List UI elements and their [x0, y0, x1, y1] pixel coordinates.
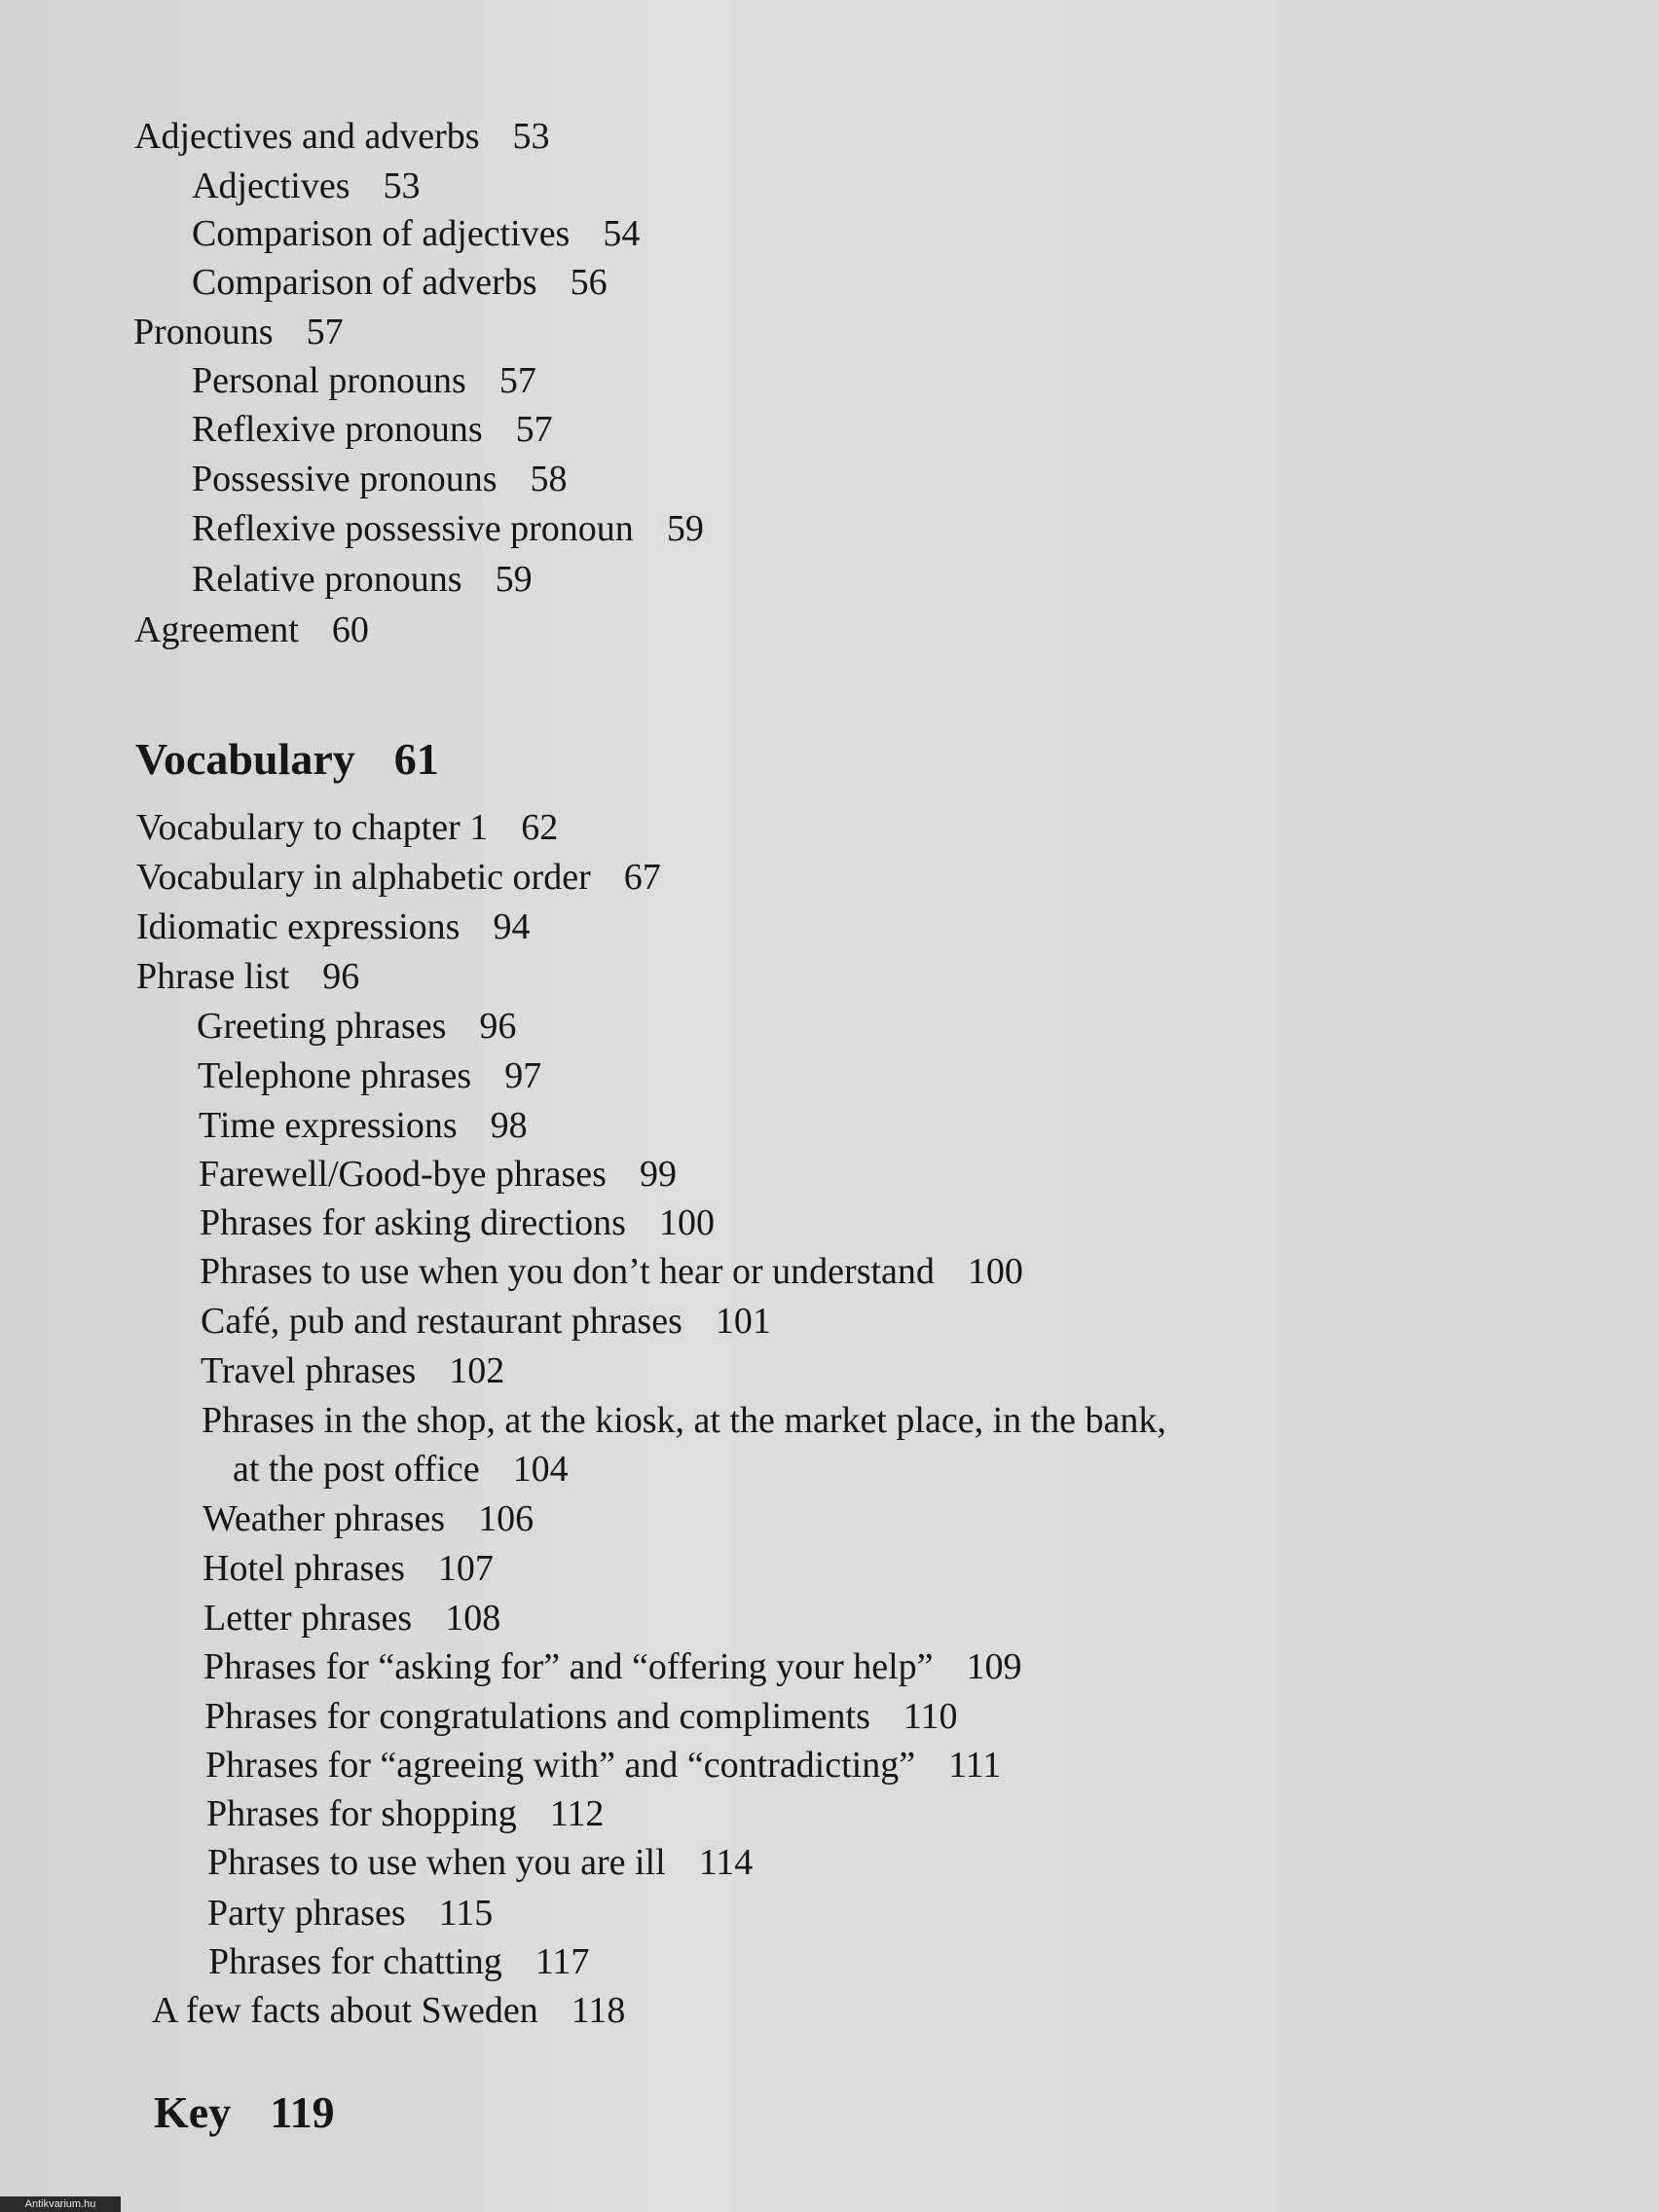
toc-entry-title: Phrases to use when you don’t hear or understand	[200, 1251, 935, 1292]
toc-entry-page: 57	[498, 360, 536, 401]
toc-entry-page: 57	[306, 312, 344, 352]
toc-subentry	[192, 407, 553, 452]
toc-subentry	[203, 1546, 494, 1591]
toc-entry-title: Phrase list	[136, 956, 290, 997]
toc-entry-title: Phrases for asking directions	[200, 1202, 626, 1243]
toc-entry-title: Personal pronouns	[192, 360, 466, 401]
section-heading-page: 61	[393, 734, 439, 784]
toc-entry-page: 96	[322, 956, 360, 997]
toc-entry-page: 59	[495, 559, 533, 600]
toc-entry-title: Agreement	[134, 609, 299, 650]
toc-subentry	[200, 1200, 715, 1245]
section-heading-key	[154, 2085, 335, 2140]
toc-subentry	[207, 1891, 493, 1936]
toc-entry-title: Adjectives and adverbs	[134, 116, 480, 157]
toc-entry-title: Phrases for “asking for” and “offering your help”	[203, 1646, 934, 1687]
toc-subentry	[192, 211, 640, 256]
toc-entry-title: Time expressions	[199, 1105, 458, 1146]
toc-entry-page: 102	[449, 1350, 505, 1391]
toc-entry-page: 53	[512, 116, 550, 157]
toc-entry-title: Café, pub and restaurant phrases	[201, 1301, 682, 1342]
toc-entry-page: 106	[478, 1498, 535, 1539]
toc-entry-title: Hotel phrases	[203, 1548, 405, 1589]
toc-entry-page: 67	[623, 857, 661, 898]
toc-subentry	[197, 1004, 516, 1049]
toc-entry-page: 57	[515, 409, 553, 450]
toc-entry-page: 56	[570, 262, 608, 303]
toc-subentry	[192, 358, 536, 403]
toc-entry-page: 115	[438, 1893, 494, 1934]
toc-entry-title: Letter phrases	[203, 1598, 413, 1639]
section-heading-vocabulary	[135, 732, 439, 787]
toc-entry-page: 107	[437, 1548, 494, 1589]
toc-entry-page: 117	[535, 1941, 590, 1982]
toc-entry-title: Telephone phrases	[198, 1055, 472, 1096]
toc-subentry	[205, 1743, 1001, 1788]
section-heading-page: 119	[270, 2087, 335, 2137]
toc-entry-page: 104	[512, 1449, 569, 1490]
toc-subentry	[202, 1398, 1166, 1443]
toc-entry-page: 96	[479, 1006, 517, 1047]
toc-subentry	[192, 164, 421, 208]
toc-subentry	[199, 1103, 528, 1148]
toc-entry-title: Pronouns	[133, 312, 274, 352]
toc-entry-title: Comparison of adverbs	[192, 262, 537, 303]
toc-entry-title: Possessive pronouns	[192, 459, 498, 499]
toc-entry-title: Party phrases	[207, 1893, 406, 1934]
toc-subentry-continuation	[233, 1447, 569, 1492]
toc-entry-page: 59	[666, 508, 704, 549]
toc-subentry	[203, 1644, 1022, 1689]
toc-entry-title: Farewell/Good-bye phrases	[199, 1154, 607, 1195]
toc-entry-page: 109	[966, 1646, 1022, 1687]
toc-entry-page: 94	[493, 906, 531, 947]
toc-subentry	[198, 1053, 541, 1098]
toc-entry-page: 62	[521, 807, 559, 848]
toc-entry-page: 101	[715, 1301, 771, 1342]
section-heading-title: Key	[154, 2087, 232, 2137]
toc-subentry	[192, 506, 704, 551]
toc-subentry	[200, 1249, 1023, 1294]
toc-entry-title: at the post office	[233, 1449, 480, 1490]
toc-entry	[136, 954, 359, 999]
toc-entry-title: Weather phrases	[203, 1498, 446, 1539]
toc-subentry	[192, 457, 568, 501]
toc-entry-page: 100	[967, 1251, 1023, 1292]
toc-entry-page: 100	[658, 1202, 715, 1243]
toc-entry-page: 60	[331, 609, 369, 650]
toc-subentry	[206, 1791, 604, 1836]
toc-entry-page: 111	[948, 1745, 1002, 1786]
section-heading-title: Vocabulary	[135, 734, 355, 784]
watermark: Antikvarium.hu	[0, 2196, 121, 2212]
toc-entry	[134, 608, 369, 652]
toc-entry-title: Phrases for “agreeing with” and “contradicting”	[205, 1745, 916, 1786]
toc-subentry	[192, 260, 608, 305]
toc-entry	[133, 310, 344, 354]
toc-entry-title: Comparison of adjectives	[192, 213, 571, 254]
toc-entry-page: 118	[571, 1990, 626, 2031]
toc-entry-page: 97	[504, 1055, 542, 1096]
toc-entry-title: Adjectives	[192, 166, 350, 206]
toc-subentry	[201, 1348, 504, 1393]
toc-subentry	[204, 1694, 957, 1739]
toc-entry-title: Phrases for shopping	[206, 1793, 517, 1834]
toc-entry-title: A few facts about Sweden	[152, 1990, 538, 2031]
toc-entry-page: 98	[490, 1105, 528, 1146]
toc-entry	[152, 1988, 625, 2033]
toc-entry-title: Phrases for congratulations and compliments	[204, 1696, 870, 1737]
toc-subentry	[203, 1496, 534, 1541]
toc-entry-title: Reflexive pronouns	[192, 409, 483, 450]
toc-subentry	[199, 1152, 677, 1197]
toc-subentry	[192, 557, 533, 602]
toc-subentry	[203, 1596, 500, 1641]
toc-entry-page: 108	[445, 1598, 501, 1639]
toc-entry	[134, 114, 550, 159]
toc-entry-title: Phrases in the shop, at the kiosk, at the market place, in the bank,	[202, 1400, 1166, 1441]
toc-subentry	[208, 1939, 589, 1984]
toc-entry-title: Idiomatic expressions	[136, 906, 461, 947]
toc-entry	[136, 805, 558, 850]
toc-entry-page: 110	[903, 1696, 958, 1737]
toc-entry-page: 99	[639, 1154, 677, 1195]
toc-entry-title: Vocabulary to chapter 1	[136, 807, 489, 848]
toc-entry-title: Travel phrases	[201, 1350, 417, 1391]
toc-entry-title: Reflexive possessive pronoun	[192, 508, 634, 549]
toc-entry	[136, 904, 530, 949]
toc-subentry	[207, 1840, 753, 1885]
toc-entry-page: 53	[383, 166, 421, 206]
toc-entry-title: Relative pronouns	[192, 559, 462, 600]
toc-entry-page: 58	[530, 459, 568, 499]
toc-entry-title: Phrases for chatting	[208, 1941, 502, 1982]
toc-entry-title: Phrases to use when you are ill	[207, 1842, 666, 1883]
toc-entry-page: 54	[603, 213, 641, 254]
toc-entry-page: 112	[549, 1793, 605, 1834]
toc-entry-page: 114	[698, 1842, 754, 1883]
toc-entry-title: Greeting phrases	[197, 1006, 447, 1047]
toc-subentry	[201, 1299, 771, 1344]
toc-entry	[136, 855, 661, 900]
toc-entry-title: Vocabulary in alphabetic order	[136, 857, 591, 898]
